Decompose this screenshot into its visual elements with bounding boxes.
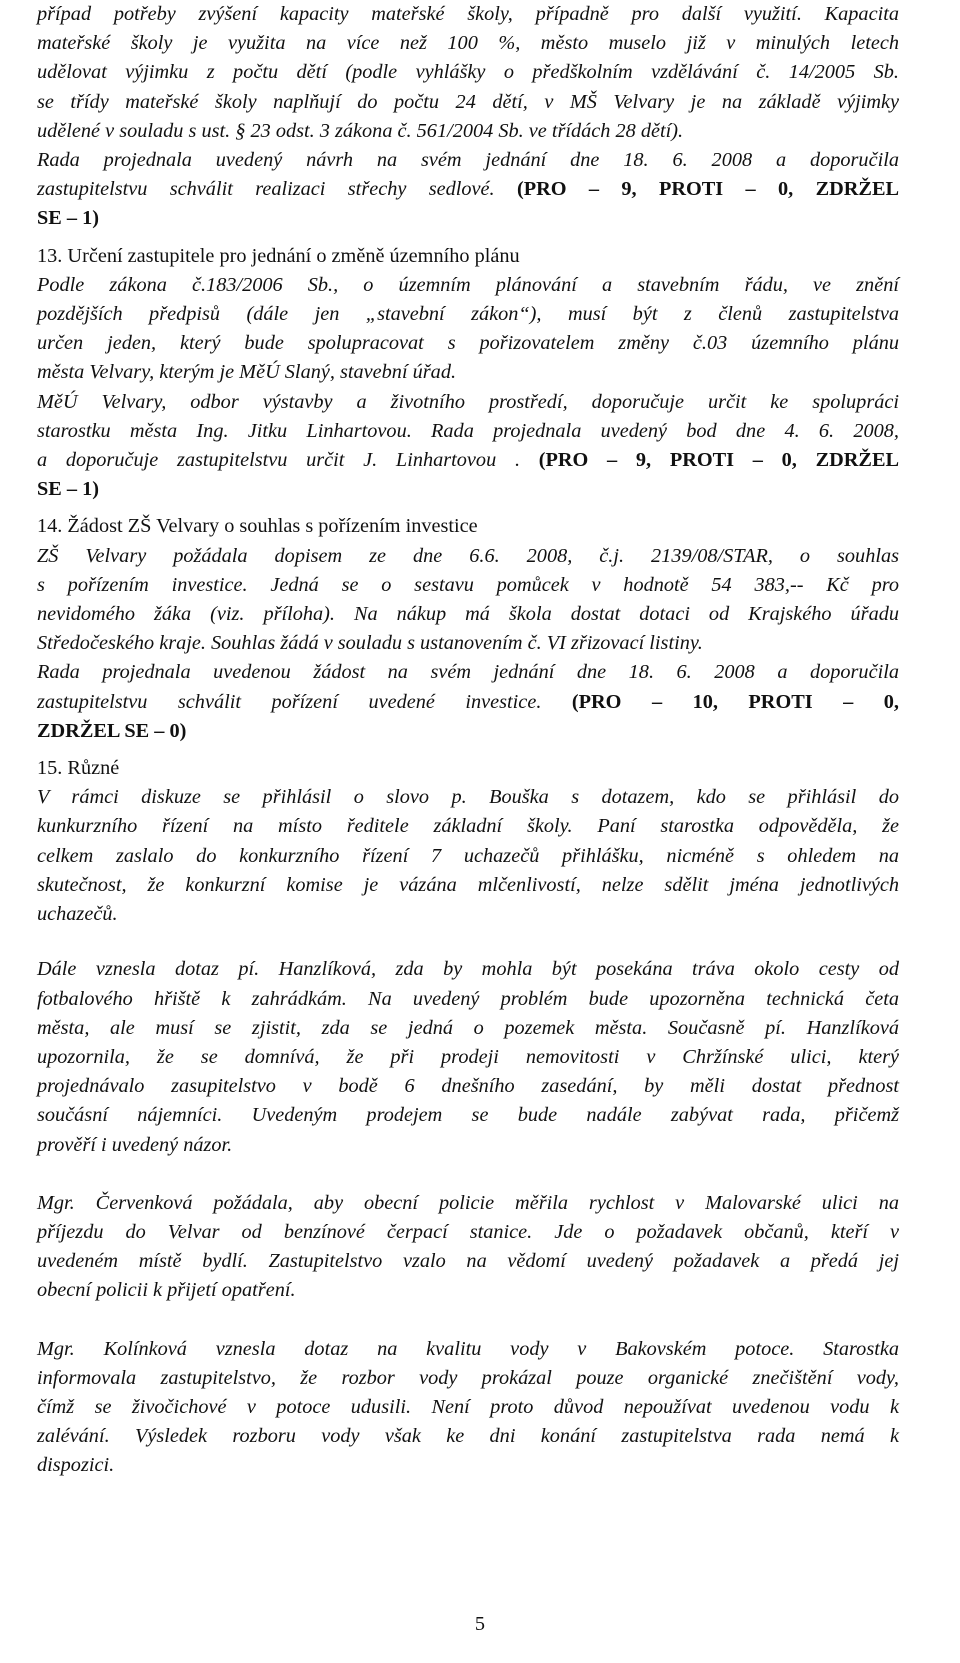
paragraph (37, 1335, 899, 1481)
text-line: skutečnost, že konkurzní komise je vázána mlčenlivostí, nelze sdělit jména jednotlivých (37, 873, 899, 896)
text-line: Středočeského kraje. Souhlas žádá v souladu s ustanovením č. VI zřizovací listiny. (37, 632, 703, 655)
vote-result-end: SE – 1) (37, 207, 99, 230)
text-line (37, 688, 899, 717)
text-line: případ potřeby zvýšení kapacity mateřské školy, případně pro další využití. Kapacita (37, 3, 899, 25)
text-line: V rámci diskuze se přihlásil o slovo p. Bouška s dotazem, kdo se přihlásil do (37, 786, 899, 809)
text-line (37, 446, 899, 475)
vote-result: (PRO – 10, PROTI – 0, (571, 690, 899, 713)
text-line: prověří i uvedený názor. (37, 1133, 233, 1156)
text-line: udělené v souladu s ust. § 23 odst. 3 zákona č. 561/2004 Sb. ve třídách 28 dětí). (37, 119, 684, 142)
text-line: Rada projednala uvedený návrh na svém jednání dne 18. 6. 2008 a doporučila (37, 149, 899, 172)
text-line (37, 175, 899, 204)
text-line: fotbalového hřiště k zahrádkám. Na uvedený problém bude upozorněna technická četa (37, 987, 899, 1010)
item-heading: 14. Žádost ZŠ Velvary o souhlas s pořízením investice (37, 515, 478, 538)
text-line: starostku města Ing. Jitku Linhartovou. Rada projednala uvedený bod dne 4. 6. 2008, (37, 419, 899, 442)
vote-result: (PRO – 9, PROTI – 0, ZDRŽEL (516, 178, 900, 201)
text-line: součásní nájemníci. Uvedeným prodejem se bude nadále zabývat rada, přičemž (37, 1104, 899, 1127)
text-line: MěÚ Velvary, odbor výstavby a životního prostředí, doporučuje určit ke spolupráci (37, 390, 899, 413)
text-line: určen jeden, který bude spolupracovat s pořizovatelem změny č.03 územního plánu (37, 332, 899, 355)
item-heading: 15. Různé (37, 757, 120, 780)
text-line: uchazečů. (37, 903, 118, 926)
text-line: informovala zastupitelstvo, že rozbor vody prokázal pouze organické znečištění vody, (37, 1366, 899, 1389)
text-line: Mgr. Kolínková vznesla dotaz na kvalitu vody v Bakovském potoce. Starostka (37, 1337, 899, 1360)
vote-result-end: ZDRŽEL SE – 0) (37, 719, 187, 742)
text-line: mateřské školy je využita na více než 100 %, město muselo již v minulých letech (37, 32, 899, 55)
text-line (37, 475, 899, 504)
text-line: projednávalo zasupitelstvo v bodě 6 dnešního zasedání, by měli dostat přednost (37, 1075, 899, 1098)
text-line: s pořízením investice. Jedná se o sestavu pomůcek v hodnotě 54 383,-- Kč pro (37, 573, 899, 596)
text-line: pozdějších předpisů (dále jen „stavební zákon“), musí být z členů zastupitelstva (37, 303, 899, 326)
agenda-item-14 (37, 512, 899, 746)
text-line (37, 717, 899, 746)
text-run: zastupitelstvu schválit pořízení uvedené investice. (37, 690, 542, 713)
text-run: a doporučuje zastupitelstvu určit J. Linhartovou . (37, 449, 521, 472)
text-line: se třídy mateřské školy naplňují do počtu 24 dětí, v MŠ Velvary je na základě výjimky (37, 90, 899, 113)
vote-result-end: SE – 1) (37, 478, 99, 501)
text-line: dispozici. (37, 1454, 115, 1477)
text-line: uvedeném místě bydlí. Zastupitelstvo vzalo na vědomí uvedený požadavek a předá jej (37, 1250, 899, 1273)
text-line: upozornila, že se domnívá, že při prodeji nemovitosti v Chržínské ulici, který (37, 1045, 899, 1068)
text-run: zastupitelstvu schválit realizaci střechy sedlové. (37, 178, 495, 201)
document-page (37, 0, 899, 1481)
text-line: kunkurzního řízení na místo ředitele základní školy. Paní starostka odpověděla, že (37, 815, 899, 838)
paragraph (37, 955, 899, 1159)
text-line: příjezdu do Velvar od benzínové čerpací stanice. Jde o požadavek občanů, kteří v (37, 1220, 899, 1243)
law-reference: Podle zákona č.183/2006 Sb. (37, 273, 334, 296)
text-line: ZŠ Velvary požádala dopisem ze dne 6.6. 2008, č.j. 2139/08/STAR, o souhlas (37, 544, 899, 567)
text-line (37, 271, 899, 300)
agenda-item-15 (37, 754, 899, 1480)
section-continuation (37, 0, 899, 234)
vote-result: (PRO – 9, PROTI – 0, ZDRŽEL (538, 449, 899, 472)
text-line: Mgr. Červenková požádala, aby obecní policie měřila rychlost v Malovarské ulici na (37, 1191, 899, 1214)
text-line: udělovat výjimku z počtu dětí (podle vyhlášky o předškolním vzdělávání č. 14/2005 Sb. (37, 61, 899, 84)
text-line: zalévání. Výsledek rozboru vody však ke dni konání zastupitelstva rada nemá k (37, 1425, 899, 1448)
item-heading: 13. Určení zastupitele pro jednání o změně územního plánu (37, 244, 520, 267)
text-line: Dále vznesla dotaz pí. Hanzlíková, zda by mohla být posekána tráva okolo cesty od (37, 958, 899, 981)
text-line: města Velvary, kterým je MěÚ Slaný, stavební úřad. (37, 361, 457, 384)
text-line (37, 204, 899, 233)
paragraph (37, 1189, 899, 1306)
text-line: obecní policii k přijetí opatření. (37, 1279, 296, 1302)
agenda-item-13 (37, 242, 899, 505)
text-line: města, ale musí se zjistit, zda se jedná o pozemek města. Současně pí. Hanzlíková (37, 1016, 899, 1039)
text-line: Rada projednala uvedenou žádost na svém jednání dne 18. 6. 2008 a doporučila (37, 661, 899, 684)
text-line: čímž se živočichové v potoce udusili. Není proto důvod nepoužívat uvedenou vodu k (37, 1395, 899, 1418)
text-run: , o územním plánování a stavebním řádu, ve znění (333, 273, 899, 296)
paragraph (37, 783, 899, 929)
text-line: nevidomého žáka (viz. příloha). Na nákup má škola dostat dotaci od Krajského úřadu (37, 603, 899, 626)
page-number: 5 (474, 1613, 486, 1635)
text-line: celkem zaslalo do konkurzního řízení 7 uchazečů přihlášku, nicméně s ohledem na (37, 844, 899, 867)
